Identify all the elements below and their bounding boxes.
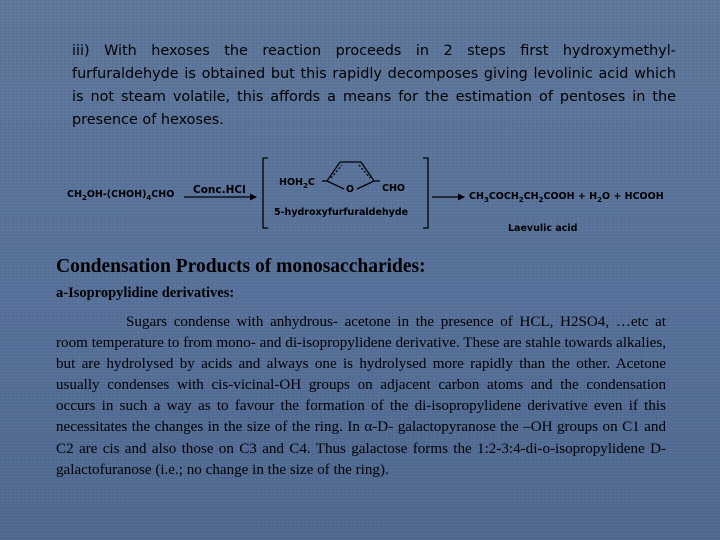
intermediate-name: 5-hydroxyfurfuraldehyde [274, 207, 409, 218]
section-heading: Condensation Products of monosaccharides: [56, 256, 426, 277]
body-paragraph: Sugars condense with anhydrous- acetone in the presence of HCL, H2SO4, …etc at room temperature to from mono- and di-isopropylidene derivative. These are stahle towards alkalies, but are hydrolysed by acids and always one is hydrolysed more rapidly than the other. Acetone usually condenses with cis-vicinal-OH groups on adjacent carbon atoms and the condensation occurs in such a way as to favour the formation of the di-isopropylidene derivative even if this necessitates the changes in the size of the ring. In α-D- galactopyranose the –OH groups on C1 and C2 are cis and also those on C3 and C4. Thus galactose forms the 1:2-3:4-di-o-isopropylidene D-galactofuranose (i.e.; no change in the size of the ring). [56, 314, 666, 478]
product-formula: $CH_3COCH_2CH_2COOH + H_2O$ + HCOOH [469, 191, 664, 204]
reactant-formula: $CH_2OH-(CHOH)_4CHO$ [67, 189, 175, 202]
reaction-arrowhead-1 [250, 194, 257, 201]
left-bracket [263, 158, 268, 228]
hmf-right-group: CHO [382, 183, 405, 194]
furan-oxygen: O [346, 184, 355, 195]
right-bracket [423, 158, 428, 228]
section-subheading: a-Isopropylidine derivatives: [56, 285, 235, 301]
hmf-left-group: $HOH_2C$ [279, 177, 315, 190]
intro-text: iii) With hexoses the reaction proceeds in 2 steps first hydroxymethyl-furfuraldehyde is obtained but this rapidly decomposes giving levolinic acid which is not steam volatile, this affords a means for the estimation of pentoses in the presence of hexoses. [72, 43, 676, 128]
reaction-arrowhead-2 [458, 194, 465, 201]
reagent-label: Conc.HCl [193, 184, 246, 196]
product-name: Laevulic acid [508, 223, 578, 234]
